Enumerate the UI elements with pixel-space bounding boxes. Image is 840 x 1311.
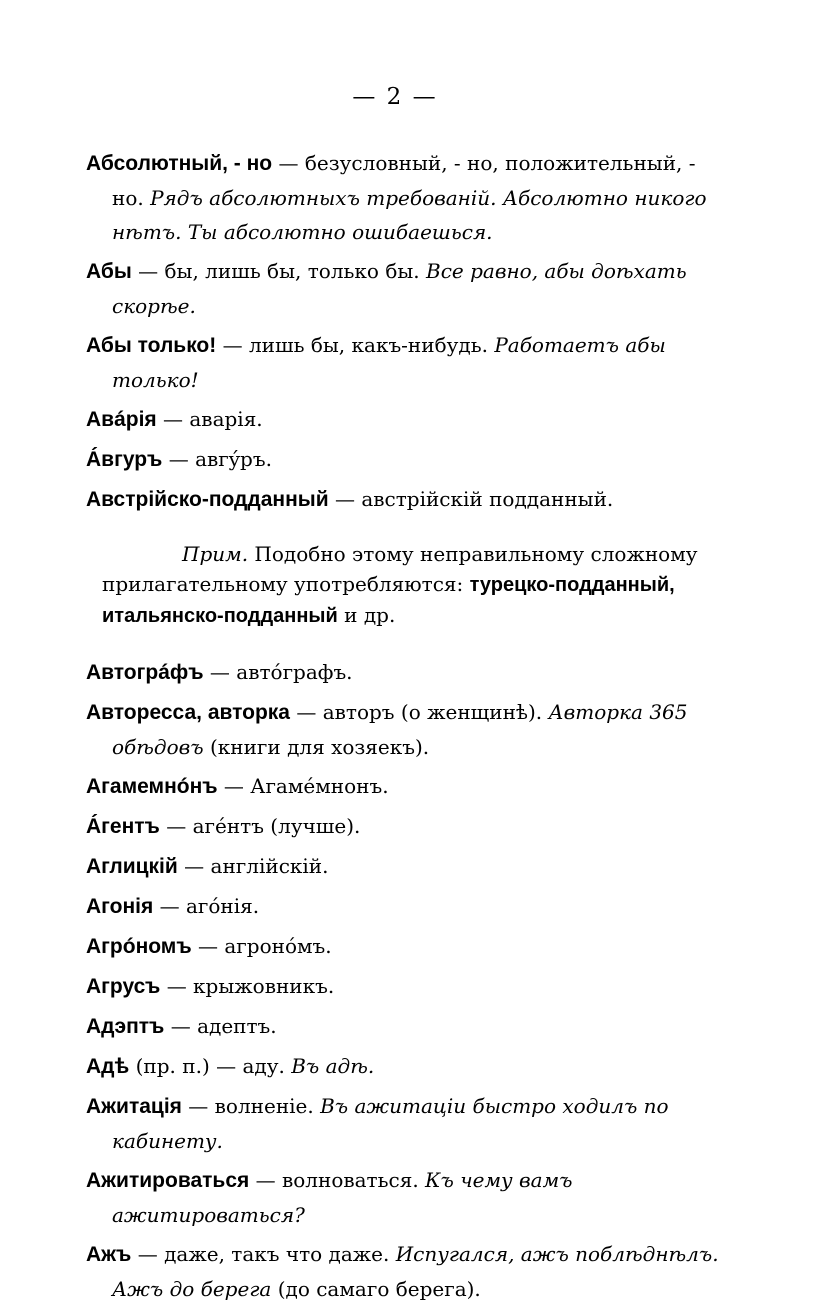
entry-definition: — автóграфъ.	[203, 660, 353, 684]
entry-example: Въ ажитаціи быстро ходилъ по кабинету.	[112, 1094, 669, 1153]
entry-definition: — авгýръ.	[162, 447, 272, 471]
dictionary-entry	[86, 929, 720, 964]
entry-headword: Адэптъ	[86, 1015, 165, 1038]
dictionary-entry	[86, 328, 720, 397]
page-number: — 2 —	[352, 84, 438, 110]
entry-definition: — волненіе.	[181, 1094, 321, 1118]
dictionary-entry	[86, 655, 720, 690]
entry-headword: Ажитація	[86, 1095, 182, 1118]
entry-headword: Áвгуръ	[86, 448, 163, 471]
note-paragraph	[86, 539, 720, 631]
dictionary-entry	[86, 889, 720, 924]
entry-definition: — агóнія.	[153, 894, 260, 918]
dictionary-entry	[86, 1089, 720, 1158]
note-text: Подобно этому неправильному сложному прилагательному употребляются:	[102, 542, 698, 596]
dictionary-entry	[86, 769, 720, 804]
note-headword: турецко-подданный, итальянско-подданный	[102, 574, 675, 627]
entry-definition: — англійскій.	[177, 854, 329, 878]
dictionary-entry	[86, 482, 720, 517]
dictionary-entry	[86, 254, 720, 323]
entry-example: Работаетъ абы только!	[112, 333, 666, 392]
entry-headword: Ажитироваться	[86, 1169, 250, 1192]
entry-definition: — адептъ.	[164, 1014, 277, 1038]
entry-definition: — аварія.	[156, 407, 263, 431]
dictionary-entry	[86, 969, 720, 1004]
dictionary-entry	[86, 849, 720, 884]
dictionary-entry	[86, 1163, 720, 1232]
entry-headword: Австрійско-подданный	[86, 488, 329, 511]
dictionary-entry	[86, 809, 720, 844]
entry-definition: (пр. п.) — аду.	[129, 1054, 292, 1078]
entry-headword: Агрусъ	[86, 975, 161, 998]
entry-definition: — агéнтъ (лучше).	[159, 814, 361, 838]
dictionary-entry	[86, 1237, 720, 1306]
entry-definition: — Агамéмнонъ.	[217, 774, 389, 798]
dictionary-entry	[86, 695, 720, 764]
entry-example: Въ адѣ.	[291, 1054, 375, 1078]
entry-example: Авторка 365 обѣдовъ	[112, 700, 688, 759]
entry-example: Испугался, ажъ поблѣднѣлъ. Ажъ до берега	[112, 1242, 719, 1301]
entry-headword: Абы только!	[86, 334, 217, 357]
entries-list	[86, 146, 720, 1311]
entry-definition: — бы, лишь бы, только бы.	[131, 259, 427, 283]
entry-headword: Агонія	[86, 895, 154, 918]
entry-definition: — лишь бы, какъ-нибудь.	[216, 333, 495, 357]
entry-headword: Адѣ	[86, 1055, 130, 1078]
entry-definition: — австрійскій подданный.	[328, 487, 614, 511]
entry-definition: — крыжовникъ.	[160, 974, 335, 998]
entry-definition: — авторъ (о женщинѣ).	[290, 700, 549, 724]
entry-headword: Автогрáфъ	[86, 661, 204, 684]
entry-definition: — безусловный, - но, положительный, - но.	[112, 151, 696, 210]
note-text-end: и др.	[337, 603, 396, 627]
entry-headword: Агрóномъ	[86, 935, 192, 958]
entry-headword: Ажъ	[86, 1243, 132, 1266]
entry-headword: Áгентъ	[86, 815, 160, 838]
entry-example: Къ чему вамъ ажитироваться?	[112, 1168, 573, 1227]
entry-headword: Аглицкій	[86, 855, 178, 878]
entry-example: Все равно, абы доѣхать скорѣе.	[112, 259, 687, 318]
dictionary-entry	[86, 146, 720, 249]
dictionary-entry	[86, 1009, 720, 1044]
entry-headword: Авторесса, авторка	[86, 701, 290, 724]
entry-example: Рядъ абсолютныхъ требованій. Абсолютно никого нѣтъ. Ты абсолютно ошибаешься.	[112, 186, 707, 244]
entry-headword: Абсолютный, - но	[86, 152, 273, 175]
note-label: Прим.	[182, 542, 249, 566]
dictionary-entry	[86, 1049, 720, 1084]
dictionary-entry	[86, 402, 720, 437]
entry-definition-tail: (книги для хозяекъ).	[203, 735, 430, 759]
entry-definition: — волноваться.	[249, 1168, 426, 1192]
entry-headword: Абы	[86, 260, 132, 283]
entry-definition-tail: (до самаго берега).	[271, 1277, 481, 1301]
entry-definition: — даже, такъ что даже.	[131, 1242, 396, 1266]
entry-headword: Авáрія	[86, 408, 157, 431]
entry-headword: Агамемнóнъ	[86, 775, 218, 798]
entry-definition: — агронóмъ.	[191, 934, 332, 958]
dictionary-entry	[86, 442, 720, 477]
